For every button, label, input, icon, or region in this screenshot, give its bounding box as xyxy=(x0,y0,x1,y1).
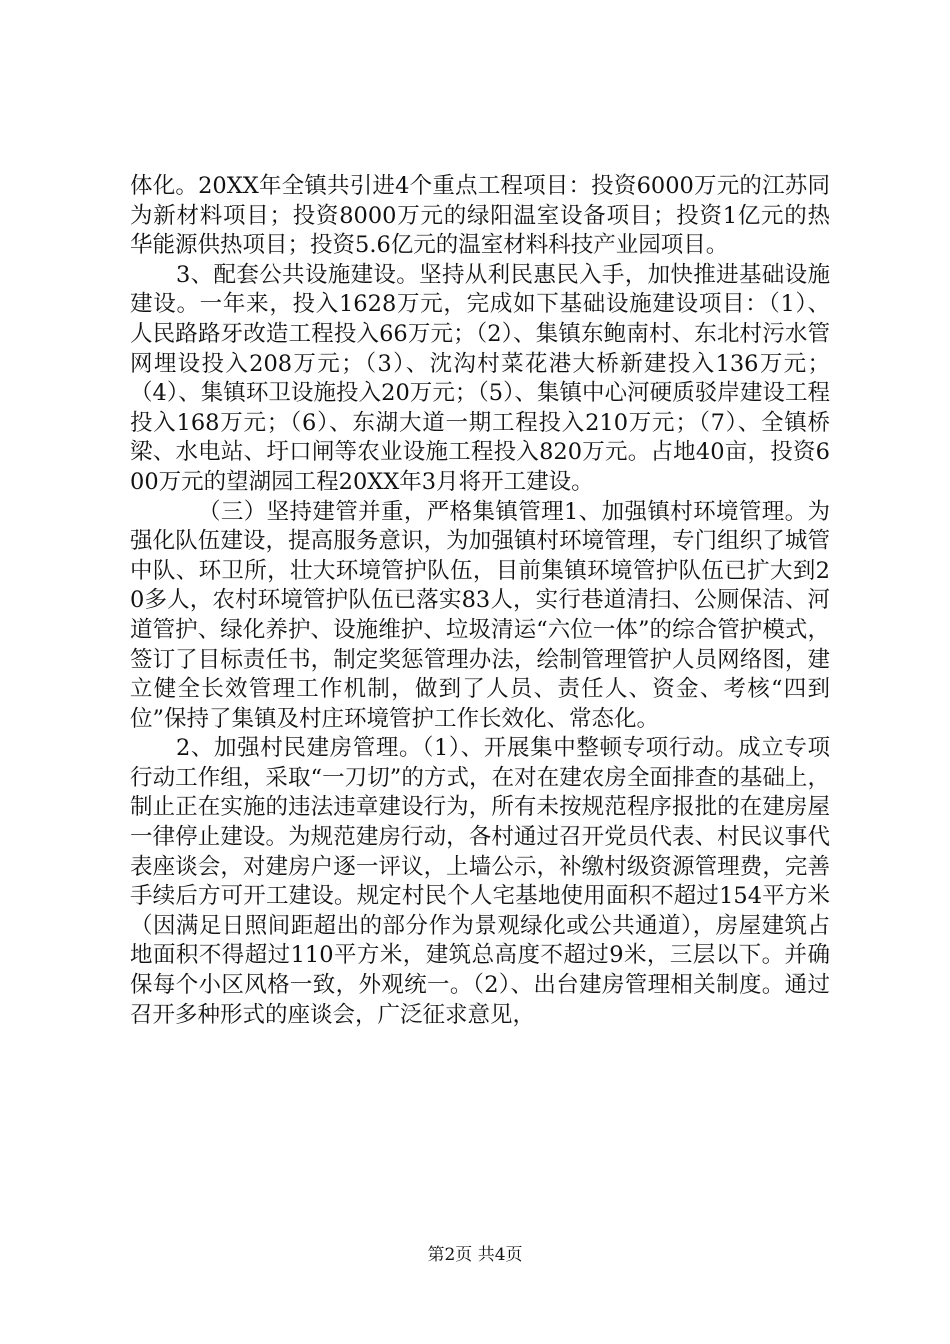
page-footer: 第2页 共4页 xyxy=(427,1245,523,1265)
body-text xyxy=(130,172,830,1030)
paragraph-town-management: （三）坚持建管并重，严格集镇管理1、加强镇村环境管理。为强化队伍建设，提高服务意识，为加强镇村环境管理，专门组织了城管中队、环卫所，壮大环境管护队伍，目前集镇环境管护队伍已扩大到20多人，农村环境管护队伍已落实83人，实行巷道清扫、公厕保洁、河道管护、绿化养护、设施维护、垃圾清运“六位一体”的综合管护模式，签订了目标责任书，制定奖惩管理办法，绘制管理管护人员网络图，建立健全长效管理工作机制，做到了人员、责任人、资金、考核“四到位”保持了集镇及村庄环境管护工作长效化、常态化。 xyxy=(130,498,830,732)
paragraph-public-facilities: 3、配套公共设施建设。坚持从利民惠民入手，加快推进基础设施建设。一年来，投入1628万元，完成如下基础设施建设项目：（1）、人民路路牙改造工程投入66万元；（2）、集镇东鲍南村、东北村污水管网埋设投入208万元；（3）、沈沟村菜花港大桥新建投入136万元；（4）、集镇环卫设施投入20万元；（5）、集镇中心河硬质驳岸建设工程投入168万元；（6）、东湖大道一期工程投入210万元；（7）、全镇桥梁、水电站、圩口闸等农业设施工程投入820万元。占地40亩，投资600万元的望湖园工程20XX年3月将开工建设。 xyxy=(130,261,830,495)
paragraph-housing-management: 2、加强村民建房管理。（1）、开展集中整顿专项行动。成立专项行动工作组，采取“一刀切”的方式，在对在建农房全面排查的基础上，制止正在实施的违法违章建设行为，所有未按规范程序报批的在建房屋一律停止建设。为规范建房行动，各村通过召开党员代表、村民议事代表座谈会，对建房户逐一评议，上墙公示，补缴村级资源管理费，完善手续后方可开工建设。规定村民个人宅基地使用面积不超过154平方米（因满足日照间距超出的部分作为景观绿化或公共通道），房屋建筑占地面积不得超过110平方米，建筑总高度不超过9米，三层以下。并确保每个小区风格一致，外观统一。（2）、出台建房管理相关制度。通过召开多种形式的座谈会，广泛征求意见， xyxy=(130,735,830,1028)
paragraph-continuation: 体化。20XX年全镇共引进4个重点工程项目：投资6000万元的江苏同为新材料项目；投资8000万元的绿阳温室设备项目；投资1亿元的热华能源供热项目；投资5.6亿元的温室材料科技产业园项目。 xyxy=(130,173,830,259)
